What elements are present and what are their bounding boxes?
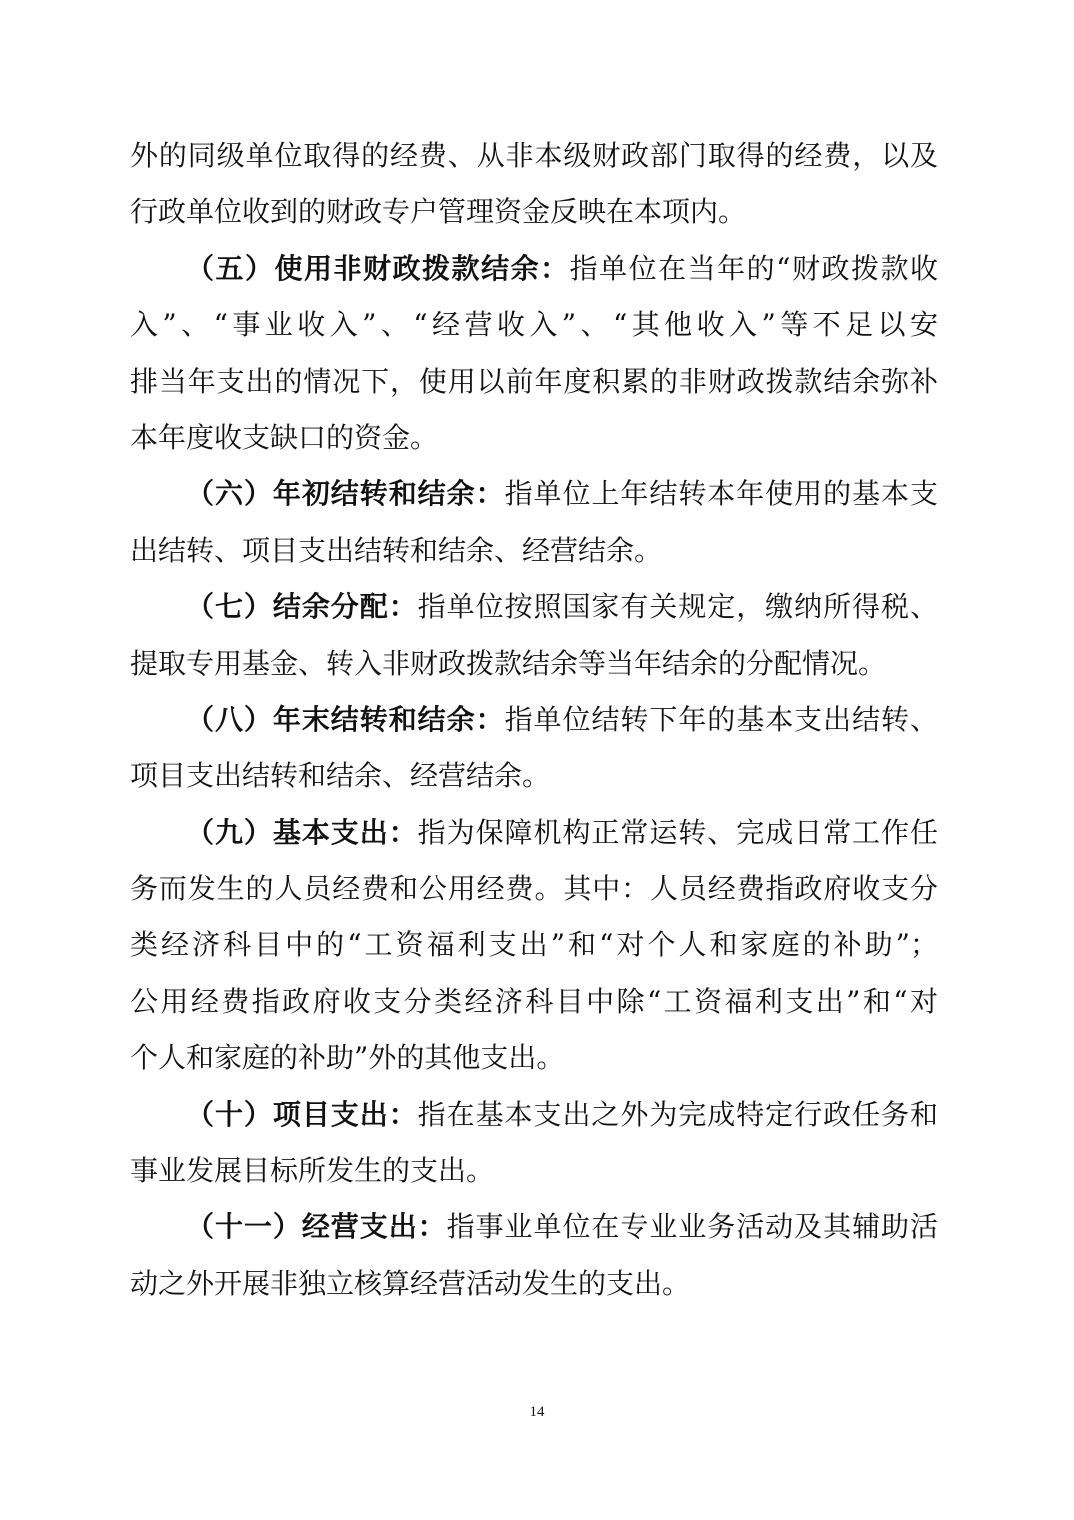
text-line [130,692,938,748]
paragraph-item-11 [130,1199,938,1312]
text-line: 公用经费指政府收支分类经济科目中除“工资福利支出”和“对 [130,984,938,1018]
item-text: 指单位上年结转本年使用的基本支 [504,477,938,511]
text-line: 个人和家庭的补助”外的其他支出。 [130,1041,565,1075]
page-number: 14 [529,1404,545,1420]
text-line: 项目支出结转和结余、经营结余。 [130,759,551,793]
item-heading: （七）结余分配： [186,590,418,624]
item-text: 指单位结转下年的基本支出结转、 [504,702,938,736]
text-line [130,1087,938,1143]
text-line: 行政单位收到的财政专户管理资金反映在本项内。 [130,195,747,229]
text-line: 排当年支出的情况下，使用以前年度积累的非财政拨款结余弥补 [130,364,938,398]
text-line: 提取专用基金、转入非财政拨款结余等当年结余的分配情况。 [130,646,887,680]
document-body [130,128,938,1312]
paragraph-item-6 [130,466,938,579]
paragraph-item-10 [130,1087,938,1200]
item-text: 指为保障机构正常运转、完成日常工作任 [417,815,938,849]
item-heading: （八）年末结转和结余： [186,702,505,736]
text-line [130,579,938,635]
item-text: 指单位按照国家有关规定，缴纳所得税、 [417,590,938,624]
paragraph-item-5 [130,241,938,467]
item-heading: （十一）经营支出： [186,1210,447,1244]
text-line [130,466,938,522]
paragraph-item-9 [130,805,938,1087]
item-text: 指事业单位在专业业务活动及其辅助活 [446,1210,938,1244]
text-line: 本年度收支缺口的资金。 [130,420,439,454]
text-line [130,805,938,861]
item-text: 指单位在当年的“财政拨款收 [569,251,938,285]
text-line: 务而发生的人员经费和公用经费。其中：人员经费指政府收支分 [130,872,938,906]
text-line: 动之外开展非独立核算经营活动发生的支出。 [130,1266,691,1300]
text-line: 入”、“事业收入”、“经营收入”、“其他收入”等不足以安 [130,308,938,342]
text-line [130,1199,938,1255]
paragraph-continuation [130,128,938,241]
text-line: 出结转、项目支出结转和结余、经营结余。 [130,533,663,567]
item-text: 指在基本支出之外为完成特定行政任务和 [417,1097,938,1131]
item-heading: （五）使用非财政拨款结余： [186,251,570,285]
item-heading: （十）项目支出： [186,1097,418,1131]
text-line: 类经济科目中的“工资福利支出”和“对个人和家庭的补助”； [130,928,938,962]
paragraph-item-7 [130,579,938,692]
text-line: 事业发展目标所发生的支出。 [130,1154,495,1188]
text-line: 外的同级单位取得的经费、从非本级财政部门取得的经费，以及 [130,139,938,172]
text-line [130,241,938,297]
item-heading: （六）年初结转和结余： [186,477,505,511]
item-heading: （九）基本支出： [186,815,418,849]
paragraph-item-8 [130,692,938,805]
